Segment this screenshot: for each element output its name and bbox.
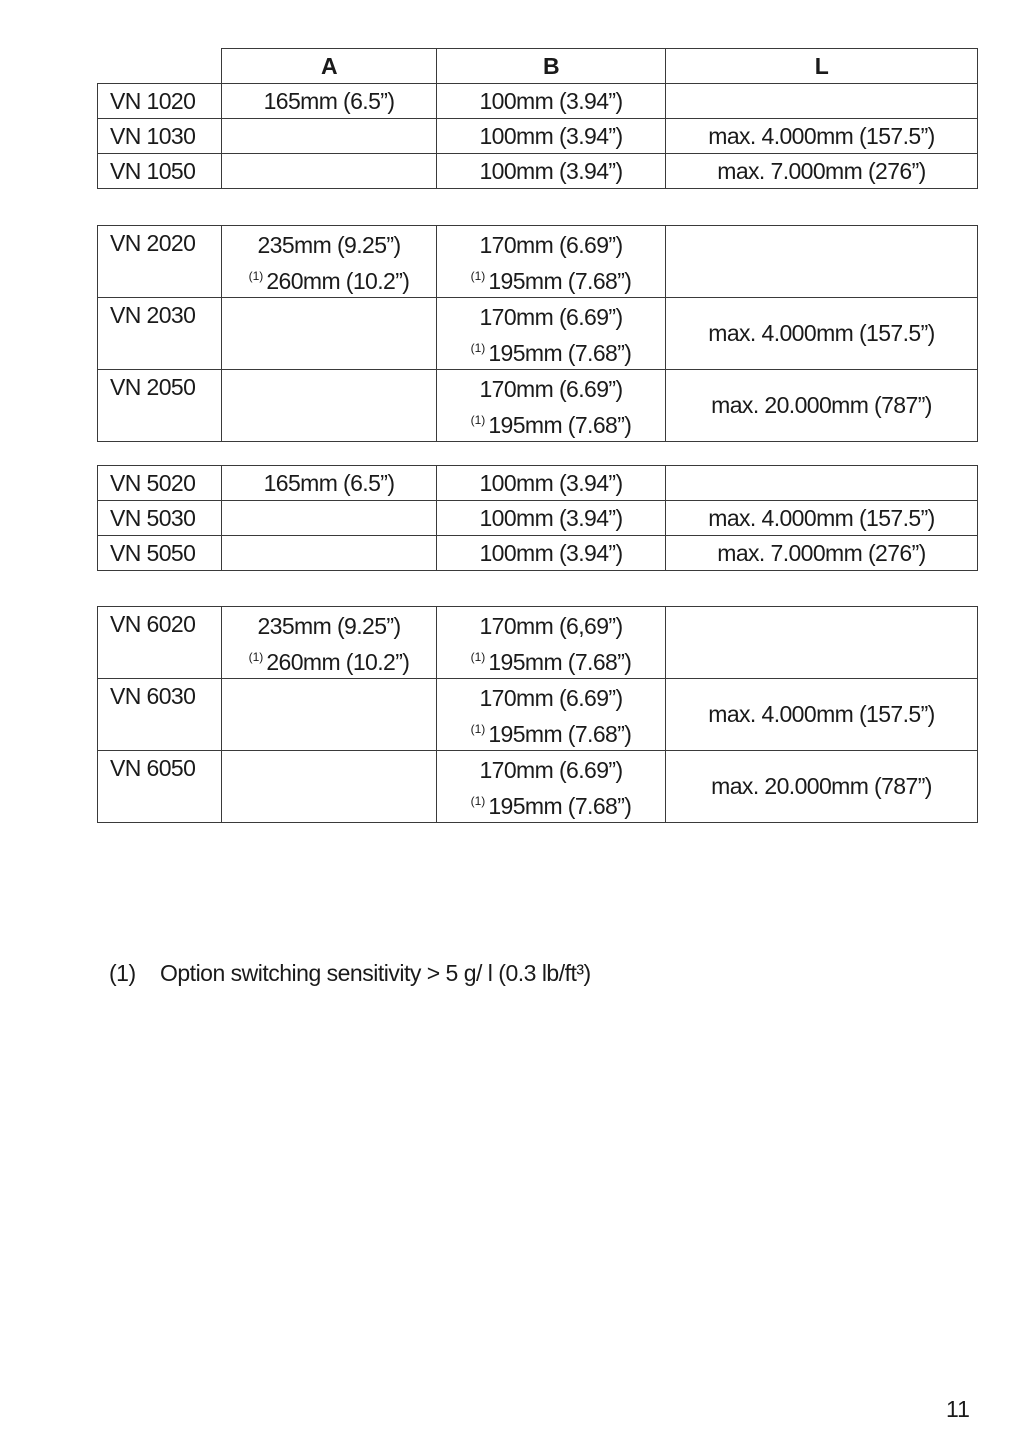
table-row	[98, 119, 978, 154]
b-cell: 100mm (3.94”)	[437, 119, 666, 154]
model-cell: VN 2050	[98, 370, 222, 442]
l-cell: max. 4.000mm (157.5”)	[666, 119, 978, 154]
b-value: 170mm (6.69”)	[479, 304, 623, 330]
l-cell	[666, 607, 978, 679]
l-cell	[666, 84, 978, 119]
b-option-value: 195mm (7.68”)	[488, 721, 632, 747]
footnote-marker: (1)	[470, 413, 486, 427]
model-cell: VN 2030	[98, 298, 222, 370]
dimension-table-vn20xx	[97, 225, 978, 442]
a-option-line	[222, 261, 436, 297]
page-number: 11	[946, 1396, 970, 1422]
header-blank-cell	[98, 49, 222, 84]
a-cell	[222, 119, 437, 154]
b-cell: 100mm (3.94”)	[437, 536, 666, 571]
model-cell: VN 5030	[98, 501, 222, 536]
b-option-line	[437, 642, 665, 678]
l-cell: max. 20.000mm (787”)	[666, 751, 978, 823]
footnote-marker: (1)	[470, 650, 486, 664]
b-option-value: 195mm (7.68”)	[488, 412, 632, 438]
b-value: 170mm (6.69”)	[479, 685, 623, 711]
l-cell	[666, 466, 978, 501]
l-cell: max. 4.000mm (157.5”)	[666, 298, 978, 370]
b-value: 170mm (6.69”)	[479, 376, 623, 402]
footnote-number: (1)	[109, 960, 136, 986]
a-option-line	[222, 642, 436, 678]
table-row	[98, 607, 978, 679]
model-cell: VN 2020	[98, 226, 222, 298]
model-cell: VN 6030	[98, 679, 222, 751]
model-cell: VN 1050	[98, 154, 222, 189]
table-row	[98, 501, 978, 536]
a-cell	[222, 751, 437, 823]
footnote-marker: (1)	[470, 341, 486, 355]
b-cell	[437, 370, 666, 442]
b-option-value: 195mm (7.68”)	[488, 268, 632, 294]
b-option-value: 195mm (7.68”)	[488, 793, 632, 819]
a-cell	[222, 607, 437, 679]
model-cell: VN 6020	[98, 607, 222, 679]
a-cell	[222, 370, 437, 442]
b-cell	[437, 751, 666, 823]
table-row	[98, 298, 978, 370]
table-row	[98, 84, 978, 119]
dimension-table-vn50xx	[97, 465, 978, 571]
b-option-value: 195mm (7.68”)	[488, 649, 632, 675]
model-cell: VN 1030	[98, 119, 222, 154]
l-cell	[666, 226, 978, 298]
b-option-line	[437, 405, 665, 441]
l-cell: max. 20.000mm (787”)	[666, 370, 978, 442]
b-cell: 100mm (3.94”)	[437, 154, 666, 189]
b-value: 170mm (6.69”)	[479, 232, 623, 258]
a-option-value: 260mm (10.2”)	[266, 268, 410, 294]
a-cell	[222, 298, 437, 370]
table-row	[98, 226, 978, 298]
header-a: A	[222, 49, 437, 84]
b-cell	[437, 679, 666, 751]
b-value: 170mm (6.69”)	[479, 757, 623, 783]
footnote-marker: (1)	[470, 722, 486, 736]
l-cell: max. 4.000mm (157.5”)	[666, 501, 978, 536]
l-cell: max. 7.000mm (276”)	[666, 536, 978, 571]
b-option-line	[437, 714, 665, 750]
table-row	[98, 751, 978, 823]
b-option-line	[437, 261, 665, 297]
b-option-value: 195mm (7.68”)	[488, 340, 632, 366]
footnote	[109, 960, 591, 987]
footnote-text: Option switching sensitivity > 5 g/ l (0.3 lb/ft³)	[160, 960, 591, 986]
b-option-line	[437, 786, 665, 822]
b-cell: 100mm (3.94”)	[437, 84, 666, 119]
dimension-table-vn10xx	[97, 48, 978, 189]
table-row	[98, 154, 978, 189]
footnote-marker: (1)	[470, 269, 486, 283]
model-cell: VN 5050	[98, 536, 222, 571]
b-option-line	[437, 333, 665, 369]
b-cell: 100mm (3.94”)	[437, 466, 666, 501]
dimension-table-vn60xx	[97, 606, 978, 823]
a-option-value: 260mm (10.2”)	[266, 649, 410, 675]
a-cell	[222, 679, 437, 751]
b-value: 170mm (6,69”)	[479, 613, 623, 639]
a-cell: 165mm (6.5”)	[222, 84, 437, 119]
b-cell	[437, 226, 666, 298]
a-cell	[222, 226, 437, 298]
a-cell	[222, 536, 437, 571]
model-cell: VN 5020	[98, 466, 222, 501]
table-row	[98, 679, 978, 751]
l-cell: max. 7.000mm (276”)	[666, 154, 978, 189]
a-value: 235mm (9.25”)	[257, 613, 401, 639]
model-cell: VN 1020	[98, 84, 222, 119]
footnote-marker: (1)	[248, 269, 264, 283]
footnote-marker: (1)	[470, 794, 486, 808]
model-cell: VN 6050	[98, 751, 222, 823]
a-value: 235mm (9.25”)	[257, 232, 401, 258]
header-l: L	[666, 49, 978, 84]
a-cell: 165mm (6.5”)	[222, 466, 437, 501]
b-cell: 100mm (3.94”)	[437, 501, 666, 536]
l-cell: max. 4.000mm (157.5”)	[666, 679, 978, 751]
b-cell	[437, 298, 666, 370]
header-b: B	[437, 49, 666, 84]
table-header-row	[98, 49, 978, 84]
a-cell	[222, 501, 437, 536]
b-cell	[437, 607, 666, 679]
table-row	[98, 370, 978, 442]
a-cell	[222, 154, 437, 189]
table-row	[98, 466, 978, 501]
footnote-marker: (1)	[248, 650, 264, 664]
table-row	[98, 536, 978, 571]
